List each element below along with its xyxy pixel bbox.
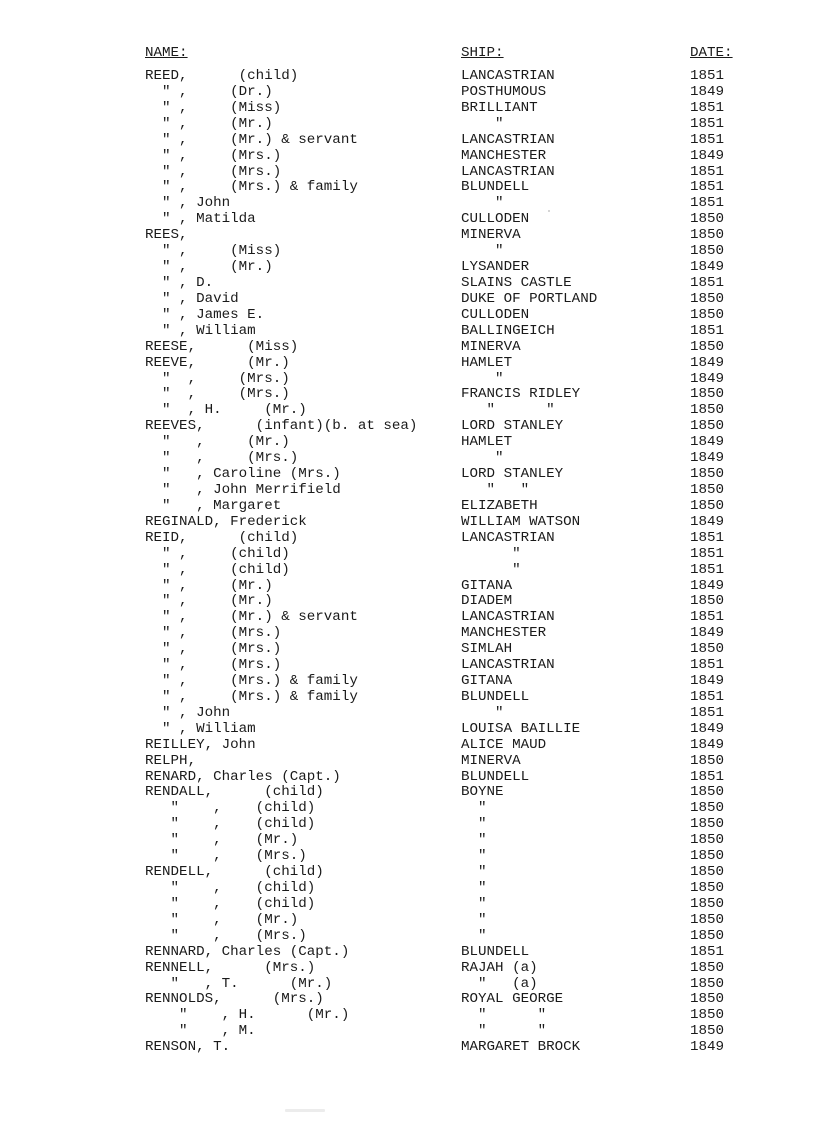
passenger-name: " , John [145,704,231,721]
ship-name: BLUNDELL [461,688,530,705]
ship-name: " [461,450,504,467]
list-row [0,547,816,563]
ship-name: HAMLET [461,434,513,451]
list-row [0,467,816,483]
list-row [0,849,816,865]
voyage-date: 1849 [690,673,725,690]
voyage-date: 1851 [690,274,725,291]
ship-name: " [461,927,487,944]
list-row [0,642,816,658]
passenger-name: RENSON, T. [145,1039,231,1056]
ship-name: LANCASTRIAN [461,609,555,626]
ship-name: " [461,370,504,387]
passenger-name: " , (Mrs.) [145,657,282,674]
passenger-name: " , (Mrs.) [145,163,282,180]
ship-name: " [461,864,487,881]
ship-column-header: SHIP: [461,45,504,61]
ship-name: " " [461,402,555,419]
list-row [0,69,816,85]
ship-name: " [461,243,504,260]
ship-name: " [461,911,487,928]
list-row [0,260,816,276]
voyage-date: 1850 [690,800,725,817]
voyage-date: 1849 [690,259,725,276]
ship-name: SIMLAH [461,641,513,658]
passenger-name: RENNELL, (Mrs.) [145,959,316,976]
voyage-date: 1851 [690,545,725,562]
voyage-date: 1850 [690,211,725,228]
voyage-date: 1849 [690,83,725,100]
list-row [0,133,816,149]
ship-name: LANCASTRIAN [461,163,555,180]
ship-name: BLUNDELL [461,943,530,960]
ship-name: " [461,895,487,912]
ship-name: LOUISA BAILLIE [461,720,581,737]
list-row [0,165,816,181]
voyage-date: 1850 [690,402,725,419]
passenger-name: REID, (child) [145,529,299,546]
list-row [0,483,816,499]
voyage-date: 1849 [690,450,725,467]
voyage-date: 1851 [690,115,725,132]
list-row [0,674,816,690]
passenger-name: " , (Mrs.) [145,927,307,944]
ship-name: BLUNDELL [461,768,530,785]
list-row [0,865,816,881]
ship-name: " [461,195,504,212]
passenger-name: " , (Mr.) [145,115,273,132]
list-row [0,563,816,579]
passenger-name: " , (child) [145,816,316,833]
voyage-date: 1850 [690,911,725,928]
passenger-name: RELPH, [145,752,197,769]
ship-name: MINERVA [461,752,521,769]
passenger-name: " , (Mr.) [145,434,290,451]
ship-name: WILLIAM WATSON [461,513,581,530]
ship-name: " [461,848,487,865]
voyage-date: 1849 [690,577,725,594]
passenger-name: " , (Mr.) [145,593,273,610]
list-row [0,419,816,435]
ship-name: " [461,704,504,721]
passenger-name: RENNARD, Charles (Capt.) [145,943,350,960]
passenger-name: REILLEY, John [145,736,256,753]
ship-name: POSTHUMOUS [461,83,547,100]
ship-name: GITANA [461,577,513,594]
passenger-name: " , (Mrs.) & family [145,179,358,196]
name-column-header: NAME: [145,45,188,61]
list-row [0,913,816,929]
voyage-date: 1850 [690,386,725,403]
list-row [0,387,816,403]
passenger-name: " , H. (Mr.) [145,402,307,419]
voyage-date: 1849 [690,736,725,753]
voyage-date: 1850 [690,784,725,801]
voyage-date: 1849 [690,434,725,451]
voyage-date: 1850 [690,1023,725,1040]
passenger-name: " , Caroline (Mrs.) [145,466,341,483]
passenger-name: " , (Dr.) [145,83,273,100]
ship-name: FRANCIS RIDLEY [461,386,581,403]
ship-name: " [461,545,521,562]
voyage-date: 1850 [690,927,725,944]
ship-name: BALLINGEICH [461,322,555,339]
ship-name: HAMLET [461,354,513,371]
list-row [0,117,816,133]
ship-name: ALICE MAUD [461,736,547,753]
ship-name: CULLODEN [461,306,530,323]
passenger-name: " , (Mr.) & servant [145,131,358,148]
voyage-date: 1850 [690,290,725,307]
ship-name: GITANA [461,673,513,690]
list-row [0,754,816,770]
ship-name: " [461,561,521,578]
voyage-date: 1850 [690,466,725,483]
list-row [0,722,816,738]
ship-name: " (a) [461,975,538,992]
voyage-date: 1850 [690,1007,725,1024]
ship-name: CULLODEN [461,211,530,228]
passenger-name: " , (child) [145,895,316,912]
voyage-date: 1849 [690,1039,725,1056]
list-row [0,897,816,913]
list-row [0,244,816,260]
ship-name: RAJAH (a) [461,959,538,976]
passenger-name: " , D. [145,274,214,291]
list-row [0,770,816,786]
ship-name: " [461,832,487,849]
voyage-date: 1850 [690,991,725,1008]
passenger-name: " , (Mrs.) [145,147,282,164]
list-row [0,658,816,674]
ship-name: SLAINS CASTLE [461,274,572,291]
list-row [0,340,816,356]
passenger-list [0,69,816,1056]
passenger-name: " , (child) [145,561,290,578]
list-row [0,1024,816,1040]
list-row [0,1008,816,1024]
voyage-date: 1851 [690,943,725,960]
list-row [0,594,816,610]
list-row [0,690,816,706]
ship-name: " [461,880,487,897]
voyage-date: 1851 [690,195,725,212]
list-row [0,372,816,388]
passenger-name: " , William [145,720,256,737]
list-row [0,1040,816,1056]
voyage-date: 1850 [690,848,725,865]
list-row [0,961,816,977]
voyage-date: 1850 [690,752,725,769]
ship-name: LANCASTRIAN [461,68,555,84]
list-row [0,101,816,117]
voyage-date: 1849 [690,354,725,371]
passenger-name: " , (Mrs.) [145,450,299,467]
ship-name: LANCASTRIAN [461,131,555,148]
list-row [0,531,816,547]
passenger-name: RENARD, Charles (Capt.) [145,768,341,785]
list-row [0,626,816,642]
list-row [0,833,816,849]
voyage-date: 1851 [690,322,725,339]
list-row [0,977,816,993]
list-row [0,881,816,897]
list-row [0,499,816,515]
voyage-date: 1851 [690,131,725,148]
voyage-date: 1851 [690,768,725,785]
list-row [0,738,816,754]
list-row [0,149,816,165]
voyage-date: 1849 [690,625,725,642]
passenger-name: " , Margaret [145,497,282,514]
ship-name: DIADEM [461,593,513,610]
ship-name: BLUNDELL [461,179,530,196]
passenger-name: " , M. [145,1023,256,1040]
ship-name: LORD STANLEY [461,466,564,483]
ship-name: MINERVA [461,227,521,244]
passenger-name: " , (Mrs.) [145,370,290,387]
passenger-name: " , John Merrifield [145,481,341,498]
passenger-name: " , (Mrs.) & family [145,673,358,690]
list-row [0,579,816,595]
passenger-name: " , (Mr.) [145,577,273,594]
passenger-name: REED, (child) [145,68,299,84]
voyage-date: 1850 [690,864,725,881]
voyage-date: 1849 [690,720,725,737]
voyage-date: 1851 [690,688,725,705]
voyage-date: 1850 [690,593,725,610]
voyage-date: 1850 [690,338,725,355]
voyage-date: 1849 [690,370,725,387]
voyage-date: 1851 [690,99,725,116]
ship-name: MINERVA [461,338,521,355]
ship-name: LYSANDER [461,259,530,276]
list-row [0,817,816,833]
list-row [0,706,816,722]
list-row [0,515,816,531]
list-row [0,85,816,101]
passenger-name: " , H. (Mr.) [145,1007,350,1024]
passenger-name: REESE, (Miss) [145,338,299,355]
list-row [0,180,816,196]
voyage-date: 1850 [690,243,725,260]
passenger-name: " , (child) [145,880,316,897]
list-row [0,403,816,419]
passenger-name: " , (child) [145,800,316,817]
voyage-date: 1850 [690,832,725,849]
ship-name: " [461,115,504,132]
passenger-name: REEVES, (infant)(b. at sea) [145,418,418,435]
voyage-date: 1850 [690,418,725,435]
passenger-name: " , (Mrs.) [145,848,307,865]
list-row [0,212,816,228]
passenger-name: " , (Mr.) [145,259,273,276]
passenger-name: " , T. (Mr.) [145,975,333,992]
voyage-date: 1851 [690,163,725,180]
date-column-header: DATE: [690,45,733,61]
passenger-name: RENDELL, (child) [145,864,324,881]
voyage-date: 1851 [690,657,725,674]
voyage-date: 1850 [690,975,725,992]
voyage-date: 1851 [690,704,725,721]
list-row [0,801,816,817]
scan-smudge [285,1109,325,1112]
voyage-date: 1849 [690,513,725,530]
ship-name: " [461,816,487,833]
ship-name: LANCASTRIAN [461,529,555,546]
passenger-name: REES, [145,227,188,244]
passenger-name: " , (Mrs.) & family [145,688,358,705]
voyage-date: 1850 [690,880,725,897]
passenger-name: " , (Mrs.) [145,625,282,642]
passenger-name: " , (Miss) [145,99,282,116]
list-row [0,992,816,1008]
voyage-date: 1850 [690,481,725,498]
ship-name: MARGARET BROCK [461,1039,581,1056]
voyage-date: 1850 [690,306,725,323]
list-row [0,356,816,372]
voyage-date: 1850 [690,641,725,658]
voyage-date: 1850 [690,895,725,912]
list-row [0,435,816,451]
passenger-name: " , (Mr.) [145,832,299,849]
list-row [0,308,816,324]
passenger-name: REEVE, (Mr.) [145,354,290,371]
passenger-name: RENNOLDS, (Mrs.) [145,991,324,1008]
passenger-name: RENDALL, (child) [145,784,324,801]
passenger-name: " , (child) [145,545,290,562]
ship-name: " [461,800,487,817]
ship-name: BRILLIANT [461,99,538,116]
passenger-name: " , (Mr.) & servant [145,609,358,626]
passenger-name: REGINALD, Frederick [145,513,307,530]
voyage-date: 1851 [690,609,725,626]
list-row [0,292,816,308]
passenger-name: " , James E. [145,306,265,323]
ship-name: " " [461,1007,547,1024]
list-row [0,945,816,961]
ship-name: MANCHESTER [461,625,547,642]
passenger-name: " , (Mrs.) [145,386,290,403]
ship-name: LANCASTRIAN [461,657,555,674]
list-row [0,228,816,244]
passenger-name: " , David [145,290,239,307]
scan-speck [548,210,550,212]
list-row [0,451,816,467]
list-row [0,196,816,212]
ship-name: ELIZABETH [461,497,538,514]
list-row [0,324,816,340]
voyage-date: 1851 [690,179,725,196]
passenger-name: " , (Mr.) [145,911,299,928]
list-row [0,929,816,945]
list-row [0,785,816,801]
ship-name: ROYAL GEORGE [461,991,564,1008]
voyage-date: 1851 [690,529,725,546]
voyage-date: 1850 [690,227,725,244]
voyage-date: 1850 [690,959,725,976]
voyage-date: 1851 [690,561,725,578]
ship-name: DUKE OF PORTLAND [461,290,598,307]
voyage-date: 1850 [690,497,725,514]
ship-name: BOYNE [461,784,504,801]
voyage-date: 1851 [690,68,725,84]
ship-name: LORD STANLEY [461,418,564,435]
voyage-date: 1849 [690,147,725,164]
passenger-name: " , John [145,195,231,212]
list-row [0,610,816,626]
ship-name: " " [461,1023,547,1040]
ship-name: MANCHESTER [461,147,547,164]
passenger-name: " , (Miss) [145,243,282,260]
passenger-name: " , (Mrs.) [145,641,282,658]
passenger-name: " , Matilda [145,211,256,228]
list-row [0,276,816,292]
ship-name: " " [461,481,530,498]
voyage-date: 1850 [690,816,725,833]
passenger-name: " , William [145,322,256,339]
